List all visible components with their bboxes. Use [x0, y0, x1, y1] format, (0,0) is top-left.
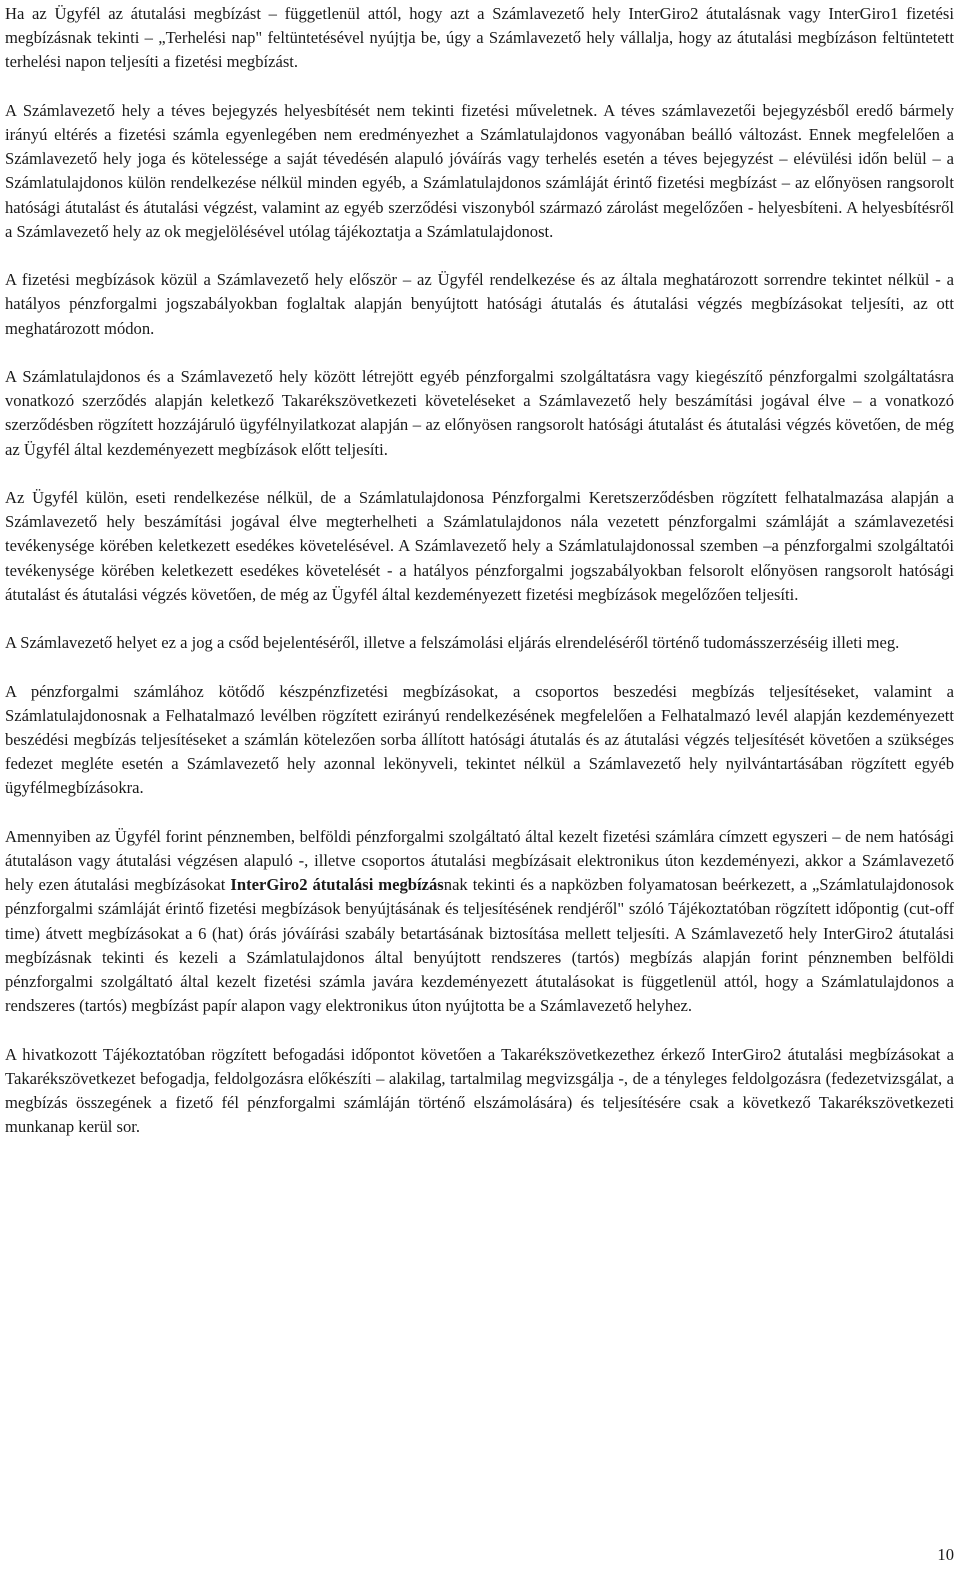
paragraph [5, 2, 954, 75]
text-segment: A Számlatulajdonos és a Számlavezető hely között létrejött egyéb pénzforgalmi szolgáltatásra vagy kiegészítő pénzforgalmi szolgáltatásra vonatkozó szerződés alapján keletkező Takarékszövetkezeti követeléseket a Számlavezető hely beszámítási jogával élve – a vonatkozó szerződésben rögzített hozzájáruló ügyfélnyilatkozat alapján – az előnyösen rangsorolt hatósági átutalást és átutalási végzés követően, de még az Ügyfél által kezdeményezett megbízások előtt teljesíti. [5, 367, 954, 459]
paragraph [5, 99, 954, 244]
paragraph [5, 825, 954, 1019]
text-segment: Amennyiben az Ügyfél forint pénznemben, belföldi pénzforgalmi szolgáltató által kezelt fizetési számlára címzett egyszeri – de nem hatósági átutaláson vagy átutalási végzésen alapuló -, illetve csoportos átutalási megbízásait elektronikus úton kezdeményezi, akkor a Számlavezető hely ezen átutalási megbízásokat [5, 826, 954, 895]
paragraph [5, 631, 954, 655]
text-segment: Ha az Ügyfél az átutalási megbízást – függetlenül attól, hogy azt a Számlavezető hely InterGiro2 átutalásnak vagy InterGiro1 fizetési megbízásnak tekinti – „Terhelési nap" feltüntetésével nyújtja be, úgy a Számlavezető hely vállalja, hogy az átutalási megbízáson feltüntetett terhelési napon teljesíti a fizetési megbízást. [5, 4, 954, 72]
body-text [5, 2, 954, 1139]
text-segment: Az Ügyfél külön, eseti rendelkezése nélkül, de a Számlatulajdonosa Pénzforgalmi Keretszerződésben rögzített felhatalmazása alapján a Számlavezető hely beszámítási jogával élve megterhelheti a Számlatulajdonos nála vezetett pénzforgalmi számláját a számlavezetési tevékenysége körében keletkezett esedékes követelésével. A Számlavezető hely a Számlatulajdonossal szemben –a pénzforgalmi szolgáltatói tevékenysége körében keletkezett esedékes követelését - a hatályos pénzforgalmi jogszabályokban felsorolt előnyösen rangsorolt hatósági átutalást és átutalási végzés követően, de még az Ügyfél által kezdeményezett fizetési megbízások megelőzően teljesíti. [5, 488, 954, 604]
text-segment: A pénzforgalmi számlához kötődő készpénzfizetési megbízásokat, a csoportos beszedési megbízás teljesítéseket, valamint a Számlatulajdonosnak a Felhatalmazó levélben rögzített ezirányú rendelkezésének megfelelően a Felhatalmazó levél alapján kezdeményezett beszédési megbízás teljesítéseket a számlán kötelezően sorba állított hatósági átutalás és az átutalási végzés teljesítését követően a szükséges fedezet megléte esetén a Számlavezető hely azonnal lekönyveli, tekintet nélkül a Számlavezető hely nyilvántartásában rögzített egyéb ügyfélmegbízásokra. [5, 681, 954, 798]
text-segment: A fizetési megbízások közül a Számlavezető hely először – az Ügyfél rendelkezése és az általa meghatározott sorrendre tekintet nélkül - a hatályos pénzforgalmi jogszabályokban foglaltak alapján benyújtott hatósági átutalás és átutalási végzés megbízásokat teljesíti, az ott meghatározott módon. [5, 270, 954, 338]
text-segment: A hivatkozott Tájékoztatóban rögzített befogadási időpontot követően a Takarékszövetkezethez érkező InterGiro2 átutalási megbízásokat a Takarékszövetkezet befogadja, feldolgozásra előkészíti – alakilag, tartalmilag megvizsgálja -, de a tényleges feldolgozásra (fedezetvizsgálat, a megbízás összegének a fizető fél pénzforgalmi számláján történő elszámolására) és teljesítésére csak a következő Takarékszövetkezeti munkanap kerül sor. [5, 1044, 954, 1137]
paragraph [5, 1043, 954, 1140]
paragraph [5, 268, 954, 341]
bold-text-segment: InterGiro2 átutalási megbízás [230, 875, 444, 895]
text-segment: nak tekinti és a napközben folyamatosan beérkezett, a „Számlatulajdonosok pénzforgalmi számláját érintő fizetési megbízások benyújtásának és teljesítésének rendjéről" szóló Tájékoztatóban rögzített időpontig (cut-off time) átvett megbízásokat a 6 (hat) órás jóváírási szabály betartásának biztosítása mellett teljesíti. A Számlavezető hely InterGiro2 átutalási megbízásnak tekinti és kezeli a Számlatulajdonos által benyújtott rendszeres (tartós) megbízás alapján forint pénznemben belföldi pénzforgalmi szolgáltató által kezelt fizetési számla javára kezdeményezett átutalásokat is függetlenül attól, hogy a Számlatulajdonos a rendszeres (tartós) megbízást papír alapon vagy elektronikus úton nyújtotta be a Számlavezető helyhez. [5, 875, 954, 1016]
paragraph [5, 680, 954, 801]
text-segment: A Számlavezető hely a téves bejegyzés helyesbítését nem tekinti fizetési műveletnek. A téves számlavezetői bejegyzésből eredő bármely irányú eltérés a fizetési számla egyenlegében nem eredményezhet a Számlatulajdonos vagyonában beálló változást. Ennek megfelelően a Számlavezető hely joga és kötelessége a saját tévedésén alapuló jóváírás vagy terhelés esetén a téves bejegyzést – elévülési időn belül – a Számlatulajdonos külön rendelkezése nélkül minden egyéb, a Számlatulajdonos számláját érintő fizetési megbízást – az előnyösen rangsorolt hatósági átutalást és átutalási végzést, valamint az egyéb szerződési viszonyból származó zárolást megelőzően - helyesbíteni. A helyesbítésről a Számlavezető hely az ok megjelölésével utólag tájékoztatja a Számlatulajdonost. [5, 100, 954, 241]
text-segment: A Számlavezető helyet ez a jog a csőd bejelentéséről, illetve a felszámolási eljárás elrendeléséről történő tudomásszerzéséig illeti meg. [5, 633, 900, 653]
page-number: 10 [937, 1544, 954, 1564]
paragraph [5, 365, 954, 462]
paragraph [5, 486, 954, 607]
